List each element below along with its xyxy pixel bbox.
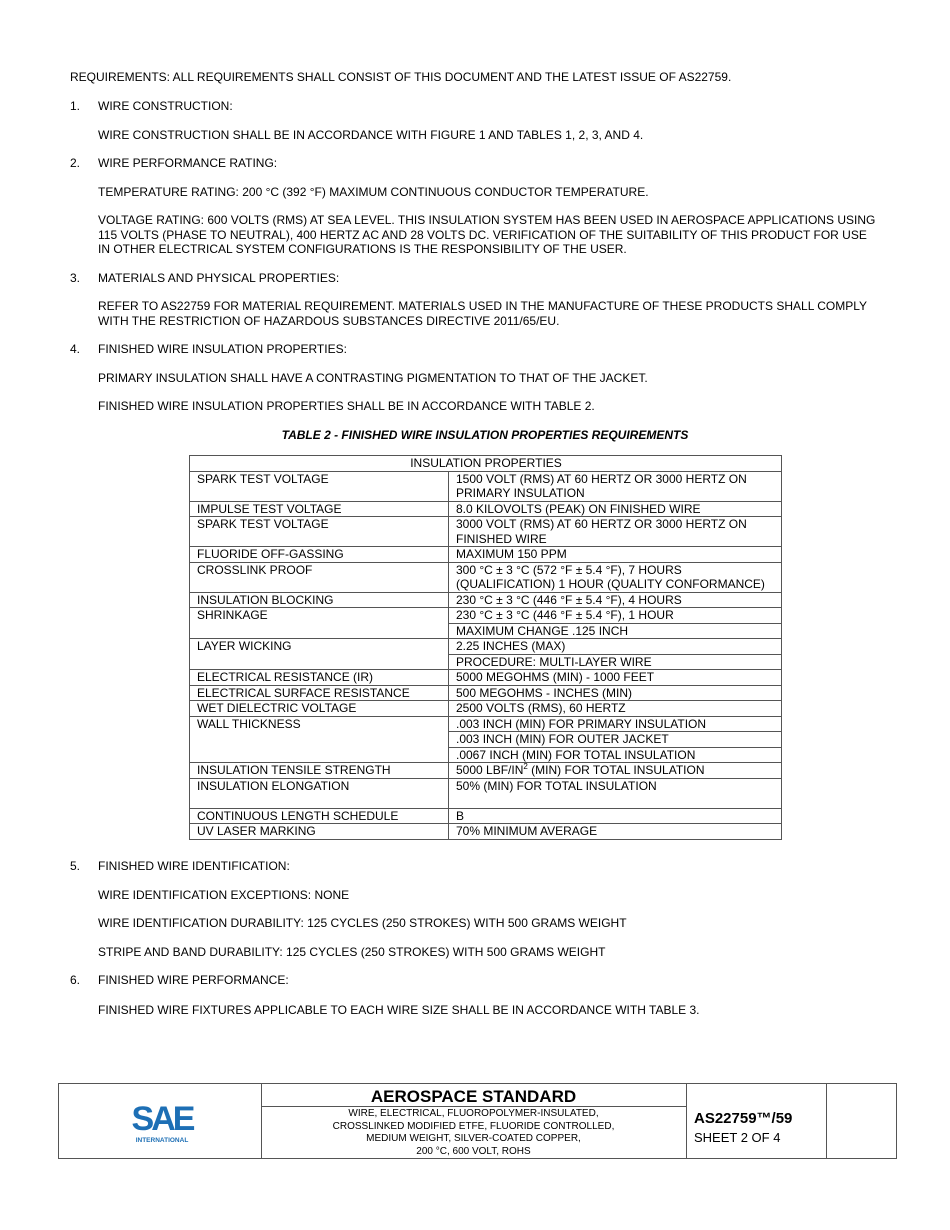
footer-description-line: MEDIUM WEIGHT, SILVER-COATED COPPER, (366, 1133, 581, 1144)
table-header: INSULATION PROPERTIES (190, 456, 782, 472)
table-row (190, 501, 782, 517)
property-value: .003 INCH (MIN) FOR OUTER JACKET (449, 732, 782, 748)
table-caption: TABLE 2 - FINISHED WIRE INSULATION PROPERTIES REQUIREMENTS (281, 428, 689, 442)
table-row (190, 471, 782, 501)
property-value: 50% (MIN) FOR TOTAL INSULATION (449, 778, 782, 808)
section-4-text-1: PRIMARY INSULATION SHALL HAVE A CONTRASTING PIGMENTATION TO THAT OF THE JACKET. (98, 371, 648, 385)
property-value: 230 °C ± 3 °C (446 °F ± 5.4 °F), 1 HOUR (449, 608, 782, 624)
footer-description (261, 1108, 686, 1158)
property-label: SPARK TEST VOLTAGE (190, 517, 449, 547)
table-row (190, 639, 782, 655)
property-label: CROSSLINK PROOF (190, 562, 449, 592)
table-row (190, 685, 782, 701)
table-row (190, 670, 782, 686)
property-value: MAXIMUM CHANGE .125 INCH (449, 623, 782, 639)
section-4-number: 4. (70, 342, 81, 356)
section-1-text: WIRE CONSTRUCTION SHALL BE IN ACCORDANCE WITH FIGURE 1 AND TABLES 1, 2, 3, AND 4. (98, 128, 644, 142)
table-row (190, 608, 782, 624)
table-row (190, 562, 782, 592)
property-value: .0067 INCH (MIN) FOR TOTAL INSULATION (449, 747, 782, 763)
sheet-number: SHEET 2 OF 4 (694, 1130, 781, 1145)
table-header-row (190, 456, 782, 472)
property-value: .003 INCH (MIN) FOR PRIMARY INSULATION (449, 716, 782, 732)
property-value: B (449, 808, 782, 824)
section-6-number: 6. (70, 973, 81, 987)
footer-title: AEROSPACE STANDARD (370, 1087, 577, 1106)
section-1-title: WIRE CONSTRUCTION: (98, 99, 233, 113)
property-value: PROCEDURE: MULTI-LAYER WIRE (449, 654, 782, 670)
property-label: WET DIELECTRIC VOLTAGE (190, 701, 449, 717)
section-3-title: MATERIALS AND PHYSICAL PROPERTIES: (98, 271, 340, 285)
logo-subtext: INTERNATIONAL (135, 1137, 189, 1144)
section-3-number: 3. (70, 271, 81, 285)
property-label: WALL THICKNESS (190, 716, 449, 763)
table-row (190, 592, 782, 608)
property-label: SHRINKAGE (190, 608, 449, 639)
property-label: ELECTRICAL RESISTANCE (IR) (190, 670, 449, 686)
table-row (190, 808, 782, 824)
property-value: MAXIMUM 150 PPM (449, 547, 782, 563)
table-row (190, 517, 782, 547)
property-value: 230 °C ± 3 °C (446 °F ± 5.4 °F), 4 HOURS (449, 592, 782, 608)
section-6-text: FINISHED WIRE FIXTURES APPLICABLE TO EACH WIRE SIZE SHALL BE IN ACCORDANCE WITH TABLE 3. (98, 1003, 700, 1017)
property-value: 3000 VOLT (RMS) AT 60 HERTZ OR 3000 HERTZ ON FINISHED WIRE (449, 517, 782, 547)
table-row (190, 778, 782, 808)
property-label: IMPULSE TEST VOLTAGE (190, 501, 449, 517)
requirements-statement: REQUIREMENTS: ALL REQUIREMENTS SHALL CONSIST OF THIS DOCUMENT AND THE LATEST ISSUE OF AS22759. (70, 70, 732, 84)
property-label: FLUORIDE OFF-GASSING (190, 547, 449, 563)
tensile-value-part: (MIN) FOR TOTAL INSULATION (527, 763, 705, 777)
section-4-text-2: FINISHED WIRE INSULATION PROPERTIES SHALL BE IN ACCORDANCE WITH TABLE 2. (98, 399, 595, 413)
document-number: AS22759™/59 (694, 1110, 793, 1127)
tensile-value-part: 5000 LBF/IN (456, 763, 524, 777)
property-value (449, 763, 782, 779)
property-value: 2.25 INCHES (MAX) (449, 639, 782, 655)
property-label: INSULATION TENSILE STRENGTH (190, 763, 449, 779)
property-value: 5000 MEGOHMS (MIN) - 1000 FEET (449, 670, 782, 686)
section-5-title: FINISHED WIRE IDENTIFICATION: (98, 859, 290, 873)
property-label: CONTINUOUS LENGTH SCHEDULE (190, 808, 449, 824)
logo-wordmark: SAE (131, 1100, 193, 1138)
table-row (190, 716, 782, 732)
section-4-title: FINISHED WIRE INSULATION PROPERTIES: (98, 342, 347, 356)
property-value: 70% MINIMUM AVERAGE (449, 824, 782, 840)
footer-description-line: CROSSLINKED MODIFIED ETFE, FLUORIDE CONTROLLED, (332, 1120, 615, 1132)
property-value: 500 MEGOHMS - INCHES (MIN) (449, 685, 782, 701)
table-row (190, 547, 782, 563)
section-5-text-2: WIRE IDENTIFICATION DURABILITY: 125 CYCLES (250 STROKES) WITH 500 GRAMS WEIGHT (98, 916, 627, 930)
superscript-2: 2 (523, 762, 528, 771)
section-2-voltage-text: VOLTAGE RATING: 600 VOLTS (RMS) AT SEA LEVEL. THIS INSULATION SYSTEM HAS BEEN USED IN AEROSPACE APPLICATIONS USING 115 VOLTS (PHASE TO NEUTRAL), 400 HERTZ AC AND 28 VOLTS DC. VERIFICATION OF THE SUITABILITY OF THIS PRODUCT FOR USE IN OTHER ELECTRICAL SYSTEM CONFIGURATIONS IS THE RESPONSIBILITY OF THE USER. (98, 213, 876, 256)
property-value: 300 °C ± 3 °C (572 °F ± 5.4 °F), 7 HOURS (QUALIFICATION) 1 HOUR (QUALITY CONFORMANCE) (449, 562, 782, 592)
sae-international-logo (127, 1100, 197, 1144)
insulation-properties-table (189, 455, 782, 840)
property-value: 1500 VOLT (RMS) AT 60 HERTZ OR 3000 HERTZ ON PRIMARY INSULATION (449, 471, 782, 501)
property-label: ELECTRICAL SURFACE RESISTANCE (190, 685, 449, 701)
section-2-temperature-text: TEMPERATURE RATING: 200 °C (392 °F) MAXIMUM CONTINUOUS CONDUCTOR TEMPERATURE. (98, 185, 649, 199)
table-row (190, 701, 782, 717)
section-5-text-1: WIRE IDENTIFICATION EXCEPTIONS: NONE (98, 888, 350, 902)
section-2-number: 2. (70, 156, 81, 170)
section-5-text-3: STRIPE AND BAND DURABILITY: 125 CYCLES (250 STROKES) WITH 500 GRAMS WEIGHT (98, 945, 606, 959)
footer-description-line: WIRE, ELECTRICAL, FLUOROPOLYMER-INSULATED, (348, 1108, 599, 1119)
property-value: 2500 VOLTS (RMS), 60 HERTZ (449, 701, 782, 717)
footer-description-line: 200 °C, 600 VOLT, ROHS (416, 1145, 531, 1157)
section-3-text: REFER TO AS22759 FOR MATERIAL REQUIREMENT. MATERIALS USED IN THE MANUFACTURE OF THESE PRODUCTS SHALL COMPLY WITH THE RESTRICTION OF HAZARDOUS SUBSTANCES DIRECTIVE 2011/65/EU. (98, 299, 867, 328)
property-label: SPARK TEST VOLTAGE (190, 471, 449, 501)
property-value: 8.0 KILOVOLTS (PEAK) ON FINISHED WIRE (449, 501, 782, 517)
section-1-number: 1. (70, 99, 81, 113)
section-6-title: FINISHED WIRE PERFORMANCE: (98, 973, 289, 987)
section-2-title: WIRE PERFORMANCE RATING: (98, 156, 278, 170)
table-row (190, 824, 782, 840)
property-label: INSULATION ELONGATION (190, 778, 449, 808)
property-label: INSULATION BLOCKING (190, 592, 449, 608)
footer-title-block (58, 1083, 897, 1159)
table-row (190, 763, 782, 779)
section-5-number: 5. (70, 859, 81, 873)
property-label: UV LASER MARKING (190, 824, 449, 840)
property-label: LAYER WICKING (190, 639, 449, 670)
footer-divider (686, 1084, 687, 1158)
footer-divider (826, 1084, 827, 1158)
